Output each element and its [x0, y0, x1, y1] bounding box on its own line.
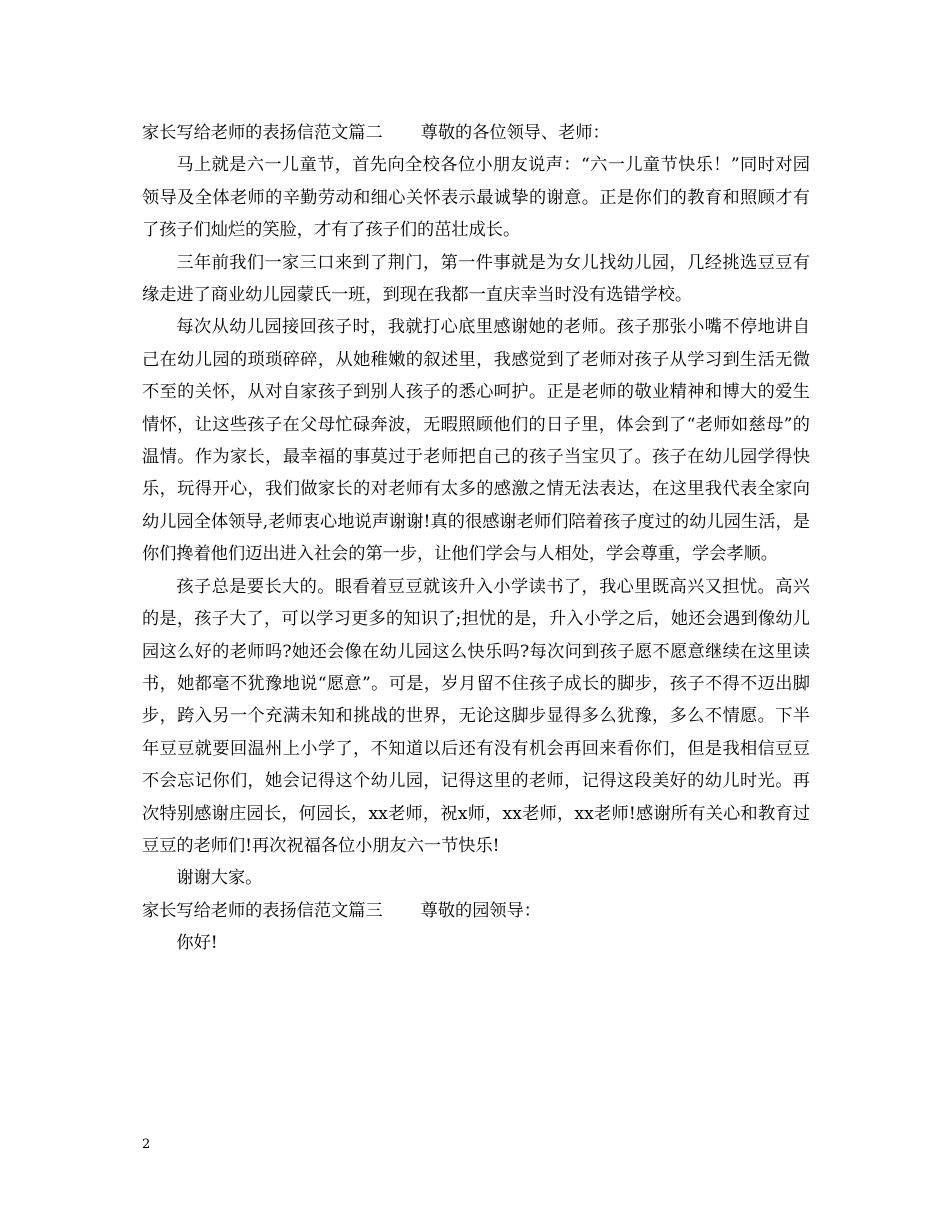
paragraph-3: 每次从幼儿园接回孩子时，我就打心底里感谢她的老师。孩子那张小嘴不停地讲自己在幼儿园的琐琐碎碎，从她稚嫩的叙述里，我感觉到了老师对孩子从学习到生活无微不至的关怀，从对自家孩子到别人孩子的悉心呵护。正是老师的敬业精神和博大的爱生情怀，让这些孩子在父母忙碌奔波，无暇照顾他们的日子里，体会到了“老师如慈母”的温情。作为家长，最幸福的事莫过于老师把自己的孩子当宝贝了。孩子在幼儿园学得快乐，玩得开心，我们做家长的对老师有太多的感激之情无法表达，在这里我代表全家向幼儿园全体领导,老师衷心地说声谢谢!真的很感谢老师们陪着孩子度过的幼儿园生活，是你们搀着他们迈出进入社会的第一步，让他们学会与人相处，学会尊重，学会孝顺。 [142, 317, 810, 565]
greeting: 你好! [176, 933, 218, 954]
letter-salutation-2: 尊敬的各位领导、老师： [420, 123, 610, 143]
paragraph-4: 孩子总是要长大的。眼看着豆豆就该升入小学读书了，我心里既高兴又担忧。高兴的是，孩子大了，可以学习更多的知识了;担忧的是，升入小学之后，她还会遇到像幼儿园这么好的老师吗?她还会像在幼儿园这么快乐吗?每次问到孩子愿不愿意继续在这里读书，她都毫不犹豫地说“愿意”。可是，岁月留不住孩子成长的脚步，孩子不得不迈出脚步，跨入另一个充满未知和挑战的世界，无论这脚步显得多么犹豫，多么不情愿。下半年豆豆就要回温州上小学了，不知道以后还有没有机会再回来看你们，但是我相信豆豆不会忘记你们，她会记得这个幼儿园，记得这里的老师，记得这段美好的幼儿时光。再次特别感谢庄园长，何园长，xx老师，祝x师，xx老师，xx老师!感谢所有关心和教育过豆豆的老师们!再次祝福各位小朋友六一节快乐! [142, 576, 810, 856]
document-body [142, 117, 810, 960]
paragraph-2: 三年前我们一家三口来到了荆门，第一件事就是为女儿找幼儿园，几经挑选豆豆有缘走进了商业幼儿园蒙氏一班，到现在我都一直庆幸当时没有选错学校。 [142, 252, 810, 306]
closing-thanks: 谢谢大家。 [176, 868, 263, 889]
paragraph-1: 马上就是六一儿童节，首先向全校各位小朋友说声：“六一儿童节快乐！”同时对园领导及全体老师的辛勤劳动和细心关怀表示最诚挚的谢意。正是你们的教育和照顾才有了孩子们灿烂的笑脸，才有了孩子们的茁壮成长。 [142, 155, 810, 241]
letter-heading-3 [142, 895, 810, 927]
letter-title-2: 家长写给老师的表扬信范文篇二 [142, 123, 383, 143]
letter-heading-2 [142, 117, 810, 149]
letter-title-3: 家长写给老师的表扬信范文篇三 [142, 900, 383, 921]
letter-salutation-3: 尊敬的园领导： [420, 900, 541, 921]
page-number: 2 [142, 1137, 151, 1152]
